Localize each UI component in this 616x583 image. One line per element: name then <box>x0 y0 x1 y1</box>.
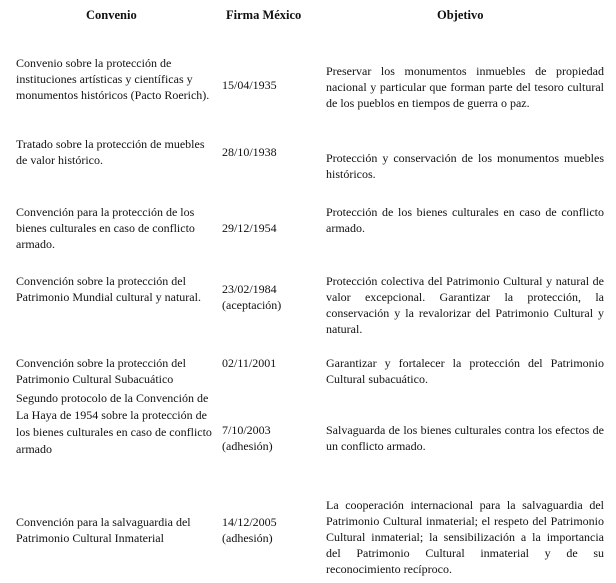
row-3-convenio: Convención para la protección de los bienes culturales en caso de conflicto armado. <box>16 205 195 251</box>
row-1-convenio: Convenio sobre la protección de instituciones artísticas y científicas y monumentos históricos (Pacto Roerich). <box>16 56 210 102</box>
header-objetivo: Objetivo <box>437 8 484 22</box>
row-6-convenio: Segundo protocolo de la Convención de La Haya de 1954 sobre la protección de los bienes culturales en caso de conflicto armado <box>16 391 212 456</box>
row-7-firma: 14/12/2005 (adhesión) <box>222 515 277 545</box>
row-5-convenio: Convención sobre la protección del Patrimonio Cultural Subacuático <box>16 356 186 386</box>
row-2-firma: 28/10/1938 <box>222 145 277 159</box>
header-firma: Firma México <box>226 8 302 22</box>
row-4-firma: 23/02/1984 (aceptación) <box>222 282 282 312</box>
header-convenio: Convenio <box>86 8 137 22</box>
row-4-objetivo: Protección colectiva del Patrimonio Cultural y natural de valor excepcional. Garantizar la protección, la conservación y la revalorizar del Patrimonio Cultural y natural. <box>326 274 604 336</box>
row-5-firma: 02/11/2001 <box>222 356 277 370</box>
row-7-convenio: Convención para la salvaguardia del Patrimonio Cultural Inmaterial <box>16 515 191 545</box>
row-5-objetivo: Garantizar y fortalecer la protección del Patrimonio Cultural subacuático. <box>326 356 604 386</box>
row-3-firma: 29/12/1954 <box>222 221 277 235</box>
row-1-objetivo: Preservar los monumentos inmuebles de propiedad nacional y particular que forman parte del tesoro cultural de los pueblos en tiempos de guerra o paz. <box>326 64 604 110</box>
row-2-objetivo: Protección y conservación de los monumentos muebles históricos. <box>326 151 604 181</box>
row-6-objetivo: Salvaguarda de los bienes culturales contra los efectos de un conflicto armado. <box>326 423 604 453</box>
row-6-firma: 7/10/2003 (adhesión) <box>222 423 273 453</box>
row-2-convenio: Tratado sobre la protección de muebles de valor histórico. <box>16 137 205 167</box>
row-3-objetivo: Protección de los bienes culturales en caso de conflicto armado. <box>326 205 604 235</box>
row-7-objetivo: La cooperación internacional para la salvaguardia del Patrimonio Cultural inmaterial; el respeto del Patrimonio Cultural inmaterial; la sensibilización a la importancia del Patrimonio Cultural inmaterial y de su reconocimiento recíproco. <box>326 498 604 576</box>
row-1-firma: 15/04/1935 <box>222 78 277 92</box>
row-4-convenio: Convención sobre la protección del Patrimonio Mundial cultural y natural. <box>16 274 201 304</box>
